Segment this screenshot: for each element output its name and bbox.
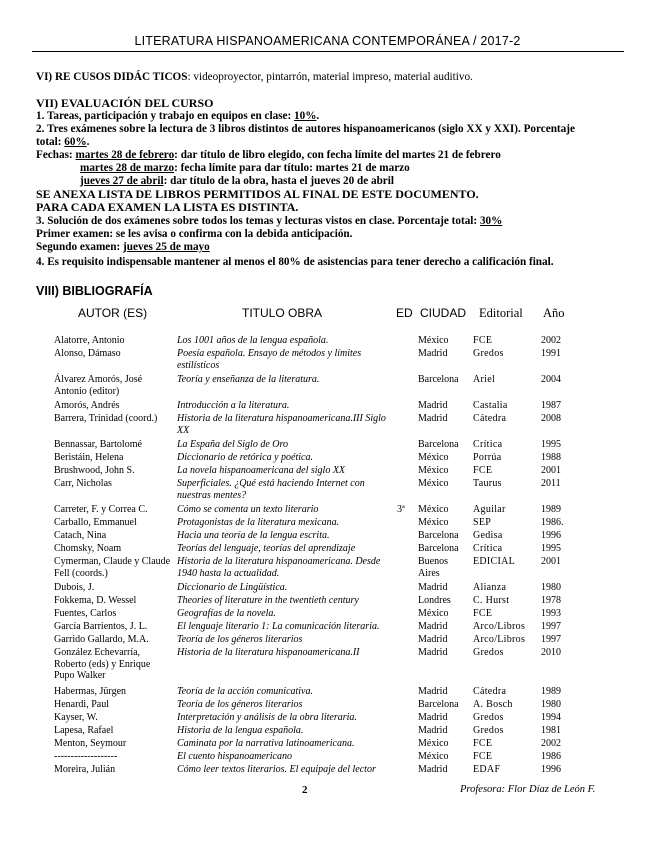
eval-item-2-total-label: total:	[36, 136, 65, 148]
eval-item-3-percent: 30%	[479, 215, 503, 227]
titulo-cell: Caminata por la narrativa latinoamericana.	[177, 738, 355, 749]
bibliography-row	[0, 348, 655, 374]
bibliography-row	[0, 699, 655, 712]
bibliography-table	[0, 335, 655, 777]
anio-cell: 1993	[541, 608, 561, 619]
titulo-cell: Historia de la literatura hispanoamericana.II	[177, 647, 360, 658]
anio-cell: 2008	[541, 413, 561, 424]
autor-cell: Fokkema, D. Wessel	[54, 595, 137, 606]
autor-cell: Henardi, Paul	[54, 699, 109, 710]
anio-cell: 2001	[541, 556, 561, 567]
eval-item-2-percent: 60%	[64, 136, 87, 148]
bibliography-row	[0, 712, 655, 725]
eval-item-1-end: .	[316, 110, 320, 122]
eval-item-2-line-2	[36, 136, 89, 149]
bibliography-row	[0, 595, 655, 608]
editorial-cell: Gredos	[473, 348, 504, 359]
titulo-cell: Cómo leer textos literarios. El equipaje del lector	[177, 764, 376, 775]
segundo-examen-label: Segundo examen:	[36, 241, 124, 253]
ciudad-cell: Madrid	[418, 621, 448, 632]
editorial-cell: Arco/Libros	[473, 621, 526, 632]
autor-cell: Beristáin, Helena	[54, 452, 124, 463]
fecha-2-date: martes 28 de marzo	[80, 162, 175, 174]
autor-cell: Dubois, J.	[54, 582, 95, 593]
titulo-cell: Theories of literature in the twentieth century	[177, 595, 359, 606]
eval-item-3	[36, 215, 502, 228]
anio-cell: 1980	[541, 582, 561, 593]
col-header-autor: AUTOR (ES)	[78, 306, 148, 320]
section-6-line	[36, 71, 473, 84]
bibliography-row	[0, 530, 655, 543]
ciudad-cell: Madrid	[418, 400, 448, 411]
autor-cell: Cymerman, Claude y Claude Fell (coords.)	[54, 556, 171, 579]
ciudad-cell: México	[418, 335, 449, 346]
anio-cell: 1980	[541, 699, 561, 710]
autor-cell: Menton, Seymour	[54, 738, 127, 749]
titulo-cell: Historia de la literatura hispanoamericana. Desde 1940 hasta la actualidad.	[177, 556, 381, 579]
autor-cell: Alatorre, Antonio	[54, 335, 125, 346]
autor-cell: Kayser, W.	[54, 712, 98, 723]
titulo-cell: Teoría de los géneros literarios	[177, 634, 303, 645]
titulo-cell: Superficiales. ¿Qué está haciendo Internet con nuestras mentes?	[177, 478, 365, 501]
ciudad-cell: México	[418, 738, 449, 749]
editorial-cell: C. Hurst	[473, 595, 510, 606]
anio-cell: 2010	[541, 647, 561, 658]
editorial-cell: FCE	[473, 738, 493, 749]
bibliography-row	[0, 413, 655, 439]
titulo-cell: Introducción a la literatura.	[177, 400, 290, 411]
autor-cell: Álvarez Amorós, José Antonio (editor)	[54, 374, 143, 397]
editorial-cell: Crítica	[473, 543, 503, 554]
editorial-cell: FCE	[473, 608, 493, 619]
bibliography-row	[0, 517, 655, 530]
bibliography-row	[0, 738, 655, 751]
col-header-editorial: Editorial	[479, 306, 523, 320]
eval-item-4: 4. Es requisito indispensable mantener al menos el 80% de asistencias para tener derecho a calificación final.	[36, 256, 554, 268]
editorial-cell: EDAF	[473, 764, 501, 775]
section-8-heading: VIII) BIBLIOGRAFÍA	[36, 284, 153, 298]
bibliography-row	[0, 582, 655, 595]
editorial-cell: EDICIAL	[473, 556, 516, 567]
ciudad-cell: México	[418, 465, 449, 476]
bibliography-row	[0, 400, 655, 413]
anio-cell: 2001	[541, 465, 561, 476]
autor-cell: Amorós, Andrés	[54, 400, 120, 411]
bibliography-row	[0, 439, 655, 452]
ciudad-cell: Barcelona	[418, 530, 459, 541]
titulo-cell: Protagonistas de la literatura mexicana.	[177, 517, 340, 528]
eval-item-3-text: 3. Solución de dos exámenes sobre todos los temas y lecturas vistos en clase. Porcentaje total:	[36, 215, 480, 227]
editorial-cell: Porrúa	[473, 452, 502, 463]
fecha-3-date: jueves 27 de abril	[80, 175, 164, 187]
fecha-3-text: : dar título de la obra, hasta el jueves 20 de abril	[163, 175, 394, 187]
bibliography-row	[0, 621, 655, 634]
segundo-examen-date: jueves 25 de mayo	[123, 241, 210, 253]
bibliography-row	[0, 647, 655, 686]
ciudad-cell: Madrid	[418, 764, 448, 775]
titulo-cell: Interpretación y análisis de la obra literaria.	[177, 712, 357, 723]
anio-cell: 1996	[541, 764, 561, 775]
editorial-cell: Cátedra	[473, 413, 507, 424]
anio-cell: 1986.	[541, 517, 564, 528]
ciudad-cell: México	[418, 517, 449, 528]
autor-cell: Carr, Nicholas	[54, 478, 112, 489]
fecha-1	[36, 149, 501, 162]
autor-cell: Bennassar, Bartolomé	[54, 439, 142, 450]
anio-cell: 1997	[541, 621, 561, 632]
autor-cell: Alonso, Dámaso	[54, 348, 121, 359]
ciudad-cell: Barcelona	[418, 374, 459, 385]
editorial-cell: Gredos	[473, 725, 504, 736]
professor-name: Profesora: Flor Díaz de León F.	[460, 784, 596, 795]
bibliography-row	[0, 335, 655, 348]
editorial-cell: Gredos	[473, 712, 504, 723]
ciudad-cell: Madrid	[418, 686, 448, 697]
primer-examen: Primer examen: se les avisa o confirma con la debida anticipación.	[36, 228, 353, 240]
bibliography-row	[0, 634, 655, 647]
anio-cell: 1986	[541, 751, 561, 762]
titulo-cell: Teoría de la acción comunicativa.	[177, 686, 313, 697]
ciudad-cell: Madrid	[418, 647, 448, 658]
anio-cell: 1981	[541, 725, 561, 736]
ciudad-cell: México	[418, 478, 449, 489]
header-divider	[32, 51, 624, 52]
anio-cell: 1995	[541, 439, 561, 450]
autor-cell: Fuentes, Carlos	[54, 608, 117, 619]
editorial-cell: Crítica	[473, 439, 503, 450]
col-header-titulo: TITULO OBRA	[242, 306, 323, 320]
titulo-cell: Historia de la literatura hispanoamericana.III Siglo XX	[177, 413, 386, 436]
editorial-cell: A. Bosch	[473, 699, 513, 710]
titulo-cell: El cuento hispanoamericano	[177, 751, 292, 762]
bibliography-row	[0, 725, 655, 738]
autor-cell: Chomsky, Noam	[54, 543, 122, 554]
ciudad-cell: Barcelona	[418, 543, 459, 554]
bibliography-row	[0, 764, 655, 777]
editorial-cell: FCE	[473, 465, 493, 476]
titulo-cell: Hacia una teoría de la lengua escrita.	[177, 530, 330, 541]
col-header-ed: ED	[396, 306, 413, 320]
eval-item-1-text: 1. Tareas, participación y trabajo en equipos en clase:	[36, 110, 295, 122]
anio-cell: 1997	[541, 634, 561, 645]
ciudad-cell: Londres	[418, 595, 451, 606]
edicion-cell: 3ª	[397, 504, 405, 515]
ciudad-cell: México	[418, 751, 449, 762]
ciudad-cell: Madrid	[418, 348, 448, 359]
col-header-ciudad: CIUDAD	[420, 306, 467, 320]
bibliography-row	[0, 374, 655, 400]
editorial-cell: FCE	[473, 751, 493, 762]
bibliography-row	[0, 465, 655, 478]
anio-cell: 1996	[541, 530, 561, 541]
autor-cell: -------------------	[54, 751, 118, 762]
anio-cell: 2011	[541, 478, 561, 489]
fecha-1-text: : dar título de libro elegido, con fecha límite del martes 21 de febrero	[174, 149, 501, 161]
titulo-cell: Diccionario de Lingüística.	[177, 582, 288, 593]
fechas-label: Fechas:	[36, 149, 76, 161]
fecha-2-text: : fecha límite para dar título: martes 21 de marzo	[174, 162, 410, 174]
ciudad-cell: Barcelona	[418, 699, 459, 710]
ciudad-cell: Buenos Aires	[418, 556, 448, 579]
titulo-cell: La novela hispanoamericana del siglo XX	[177, 465, 346, 476]
editorial-cell: Alianza	[473, 582, 507, 593]
eval-item-1	[36, 110, 319, 123]
ciudad-cell: Madrid	[418, 634, 448, 645]
bibliography-row	[0, 556, 655, 582]
autor-cell: Catach, Nina	[54, 530, 107, 541]
ciudad-cell: México	[418, 452, 449, 463]
section-6-text: : videoproyector, pintarrón, material impreso, material auditivo.	[187, 71, 473, 83]
section-6-heading: VI) RE CUSOS DIDÁC TICOS	[36, 71, 188, 83]
editorial-cell: FCE	[473, 335, 493, 346]
titulo-cell: Teorías del lenguaje, teorías del aprendizaje	[177, 543, 356, 554]
editorial-cell: Arco/Libros	[473, 634, 526, 645]
autor-cell: González Echevarría, Roberto (eds) y Enrique Pupo Walker	[54, 647, 151, 681]
titulo-cell: Teoría y enseñanza de la literatura.	[177, 374, 320, 385]
autor-cell: Carreter, F. y Correa C.	[54, 504, 148, 515]
bibliography-row	[0, 543, 655, 556]
bibliography-row	[0, 452, 655, 465]
autor-cell: Carballo, Emmanuel	[54, 517, 137, 528]
fecha-2	[80, 162, 410, 175]
editorial-cell: Ariel	[473, 374, 496, 385]
anio-cell: 1987	[541, 400, 561, 411]
editorial-cell: Gredos	[473, 647, 504, 658]
editorial-cell: SEP	[473, 517, 492, 528]
anio-cell: 1994	[541, 712, 561, 723]
section-7-heading: VII) EVALUACIÓN DEL CURSO	[36, 96, 214, 110]
editorial-cell: Gedisa	[473, 530, 503, 541]
ciudad-cell: Madrid	[418, 725, 448, 736]
bibliography-row	[0, 504, 655, 517]
anio-cell: 2002	[541, 738, 561, 749]
distinta-notice: PARA CADA EXAMEN LA LISTA ES DISTINTA.	[36, 200, 299, 214]
ciudad-cell: México	[418, 504, 449, 515]
autor-cell: Habermas, Jürgen	[54, 686, 127, 697]
autor-cell: Garrido Gallardo, M.A.	[54, 634, 149, 645]
anio-cell: 1988	[541, 452, 561, 463]
ciudad-cell: Madrid	[418, 582, 448, 593]
bibliography-row	[0, 751, 655, 764]
ciudad-cell: Barcelona	[418, 439, 459, 450]
fecha-1-date: martes 28 de febrero	[75, 149, 175, 161]
anexa-notice: SE ANEXA LISTA DE LIBROS PERMITIDOS AL FINAL DE ESTE DOCUMENTO.	[36, 187, 479, 201]
anio-cell: 1995	[541, 543, 561, 554]
autor-cell: García Barrientos, J. L.	[54, 621, 148, 632]
titulo-cell: Teoría de los géneros literarios	[177, 699, 303, 710]
anio-cell: 1991	[541, 348, 561, 359]
autor-cell: Lapesa, Rafael	[54, 725, 114, 736]
autor-cell: Brushwood, John S.	[54, 465, 135, 476]
bibliography-row	[0, 686, 655, 699]
ciudad-cell: Madrid	[418, 712, 448, 723]
editorial-cell: Taurus	[473, 478, 502, 489]
segundo-examen	[36, 241, 210, 254]
editorial-cell: Aguilar	[473, 504, 506, 515]
titulo-cell: El lenguaje literario 1: La comunicación literaria.	[177, 621, 380, 632]
autor-cell: Moreira, Julián	[54, 764, 116, 775]
anio-cell: 2002	[541, 335, 561, 346]
page-header: LITERATURA HISPANOAMERICANA CONTEMPORÁNEA / 2017-2	[134, 34, 521, 48]
anio-cell: 1978	[541, 595, 561, 606]
autor-cell: Barrera, Trinidad (coord.)	[54, 413, 158, 424]
titulo-cell: Cómo se comenta un texto literario	[177, 504, 319, 515]
page-number: 2	[302, 784, 308, 796]
titulo-cell: Geografías de la novela.	[177, 608, 276, 619]
titulo-cell: Historia de la lengua española.	[177, 725, 304, 736]
eval-item-2-line-1: 2. Tres exámenes sobre la lectura de 3 libros distintos de autores hispanoamericanos (siglo XX y XXI). Porcentaje	[36, 123, 575, 135]
titulo-cell: La España del Siglo de Oro	[177, 439, 289, 450]
bibliography-row	[0, 608, 655, 621]
bibliography-row	[0, 478, 655, 504]
ciudad-cell: México	[418, 608, 449, 619]
col-header-anio: Año	[543, 306, 565, 320]
editorial-cell: Cátedra	[473, 686, 507, 697]
ciudad-cell: Madrid	[418, 413, 448, 424]
titulo-cell: Los 1001 años de la lengua española.	[177, 335, 329, 346]
anio-cell: 1989	[541, 686, 561, 697]
anio-cell: 2004	[541, 374, 561, 385]
titulo-cell: Diccionario de retórica y poética.	[177, 452, 313, 463]
titulo-cell: Poesía española. Ensayo de métodos y límites estilísticos	[177, 348, 362, 371]
eval-item-2-end: .	[86, 136, 90, 148]
anio-cell: 1989	[541, 504, 561, 515]
editorial-cell: Castalia	[473, 400, 508, 411]
eval-item-1-percent: 10%	[294, 110, 317, 122]
